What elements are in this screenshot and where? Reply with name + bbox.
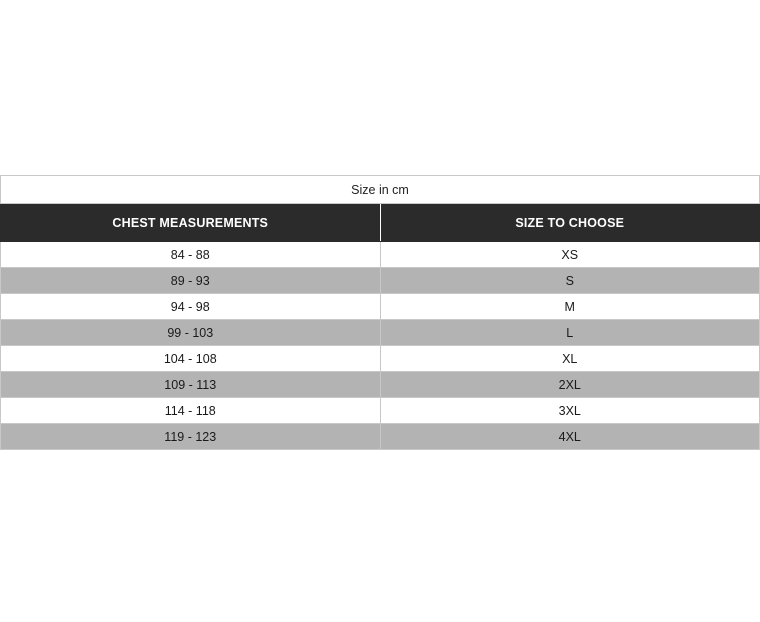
cell-size: S [380, 268, 760, 294]
table-row [1, 268, 760, 294]
cell-size: XL [380, 346, 760, 372]
table-row [1, 398, 760, 424]
cell-chest-measurement: 104 - 108 [1, 346, 381, 372]
cell-chest-measurement: 119 - 123 [1, 424, 381, 450]
table-row [1, 242, 760, 268]
table-row [1, 320, 760, 346]
table-caption-row [1, 176, 760, 204]
cell-chest-measurement: 89 - 93 [1, 268, 381, 294]
table-row [1, 294, 760, 320]
cell-chest-measurement: 94 - 98 [1, 294, 381, 320]
table-row [1, 424, 760, 450]
cell-chest-measurement: 99 - 103 [1, 320, 381, 346]
size-chart-table [0, 175, 760, 450]
table-header-row [1, 204, 760, 242]
cell-chest-measurement: 84 - 88 [1, 242, 381, 268]
cell-chest-measurement: 109 - 113 [1, 372, 381, 398]
cell-size: M [380, 294, 760, 320]
cell-size: 4XL [380, 424, 760, 450]
column-header-chest-measurements: CHEST MEASUREMENTS [1, 204, 381, 242]
cell-size: 3XL [380, 398, 760, 424]
table-row [1, 372, 760, 398]
column-header-size-to-choose: SIZE TO CHOOSE [380, 204, 760, 242]
cell-chest-measurement: 114 - 118 [1, 398, 381, 424]
table-caption: Size in cm [1, 176, 760, 204]
cell-size: L [380, 320, 760, 346]
table-row [1, 346, 760, 372]
cell-size: XS [380, 242, 760, 268]
cell-size: 2XL [380, 372, 760, 398]
